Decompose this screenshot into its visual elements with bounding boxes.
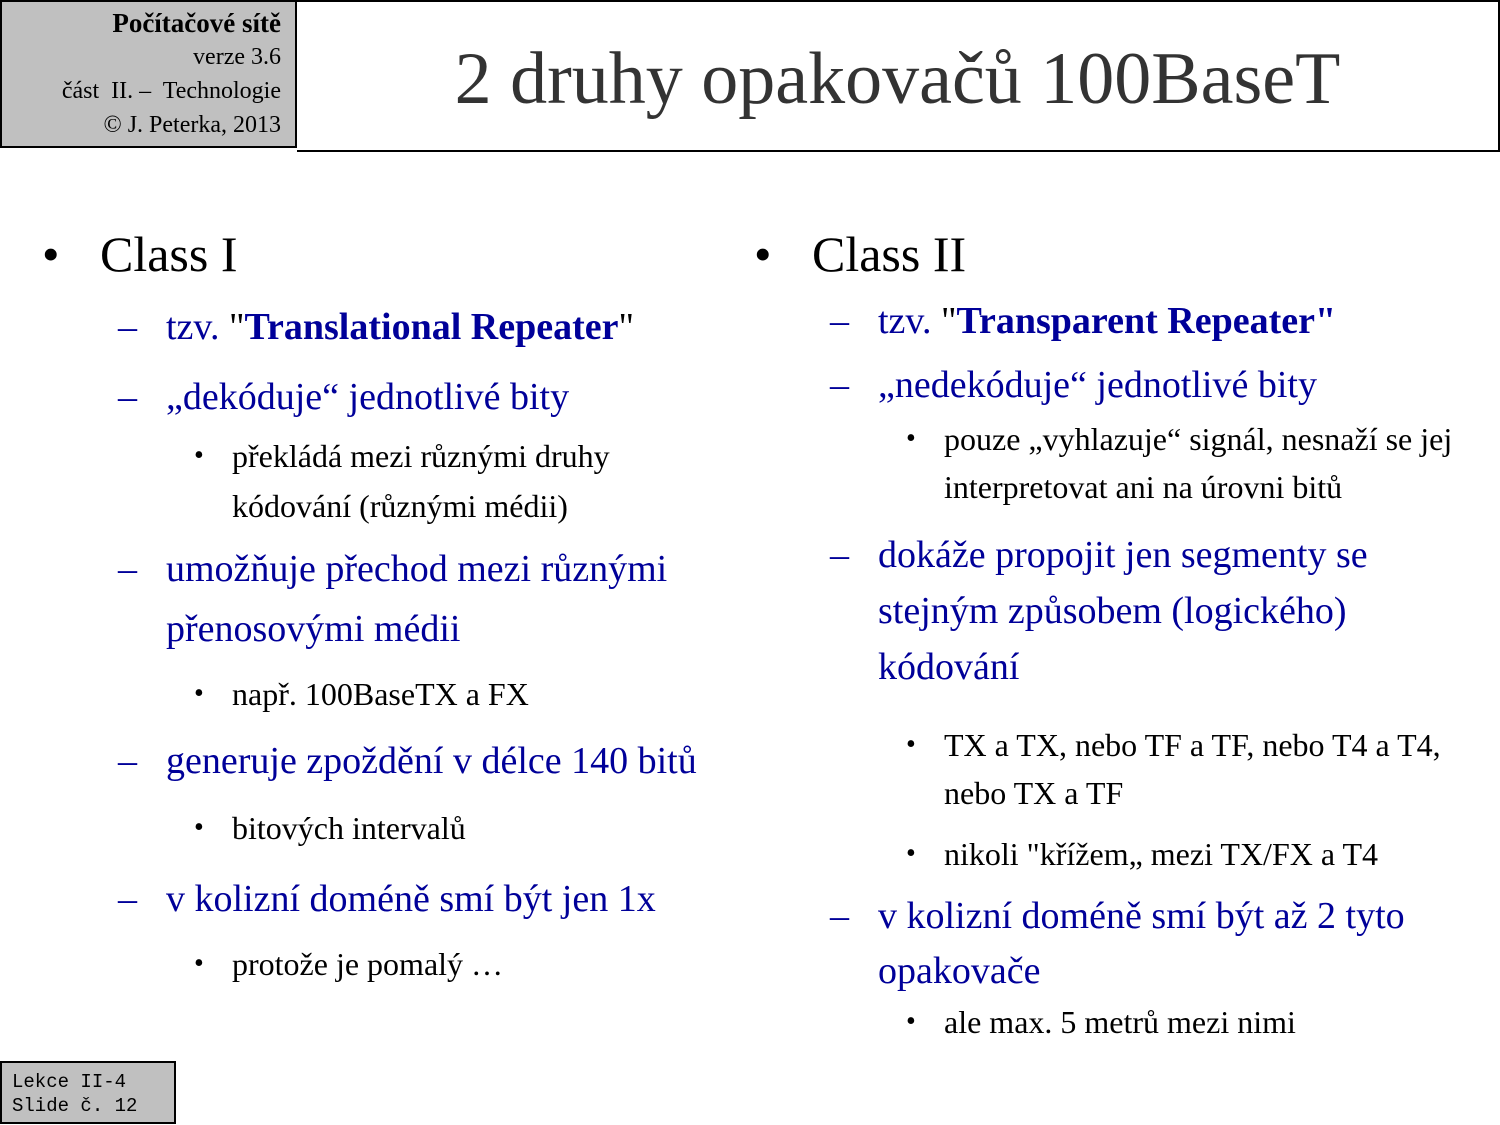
quote-open: "	[228, 306, 245, 348]
left-item-3-sub-1-text: např. 100BaseTX a FX	[232, 676, 529, 712]
right-column	[754, 225, 1489, 1045]
course-name: Počítačové sítě	[112, 8, 281, 38]
bullet-icon: •	[42, 226, 60, 282]
version-label: verze 3.6	[193, 44, 281, 70]
right-heading-item	[754, 225, 1489, 283]
bullet-icon: •	[754, 226, 772, 282]
dash-icon: –	[830, 300, 849, 342]
bullet-icon: •	[906, 423, 916, 454]
left-item-4	[42, 733, 757, 789]
right-item-2-sub-1	[754, 415, 1489, 511]
bullet-icon: •	[194, 948, 204, 979]
bullet-icon: •	[906, 838, 916, 869]
right-item-1-term: Transparent Repeater"	[956, 300, 1337, 342]
dash-icon: –	[118, 740, 137, 782]
right-item-4	[754, 889, 1489, 999]
dash-icon: –	[118, 548, 137, 590]
quote-open: "	[940, 300, 957, 342]
left-item-4-sub-1-text: bitových intervalů	[232, 810, 466, 846]
left-heading-item	[42, 225, 757, 283]
dash-icon: –	[118, 878, 137, 920]
right-item-3-sub-2	[754, 829, 1489, 879]
right-heading: Class II	[812, 226, 967, 282]
right-item-2-sub-1-text: pouze „vyhlazuje“ signál, nesnaží se jej interpretovat ani na úrovni bitů	[944, 421, 1453, 505]
right-item-2	[754, 357, 1489, 413]
left-item-3-sub-1	[42, 669, 757, 719]
right-item-3-sub-1-text: TX a TX, nebo TF a TF, nebo T4 a T4, nebo TX a TF	[944, 727, 1441, 811]
left-item-5-sub-1	[42, 939, 757, 989]
left-item-1-term: Translational Repeater	[244, 306, 619, 348]
left-item-3-text: umožňuje přechod mezi různými přenosovými médii	[166, 548, 668, 650]
left-item-2-sub-1	[42, 431, 702, 531]
dash-icon: –	[830, 534, 849, 576]
left-item-1-prefix: tzv.	[166, 306, 229, 348]
slide-footer-box	[0, 1061, 176, 1124]
right-item-4-text: v kolizní doméně smí být až 2 tyto opakovače	[878, 895, 1405, 992]
dash-icon: –	[118, 306, 137, 348]
dash-icon: –	[118, 376, 137, 418]
right-item-4-sub-1	[754, 999, 1489, 1045]
part-label: část II. – Technologie	[61, 78, 281, 104]
right-item-3	[754, 527, 1489, 695]
left-item-2-sub-1-text: překládá mezi různými druhy kódování (různými médii)	[232, 438, 610, 524]
left-item-4-text: generuje zpoždění v délce 140 bitů	[166, 740, 697, 782]
right-item-3-sub-1	[754, 721, 1489, 817]
copyright-label: © J. Peterka, 2013	[103, 112, 281, 138]
right-item-1	[754, 293, 1489, 349]
dash-icon: –	[830, 364, 849, 406]
slide-title: 2 druhy opakovačů 100BaseT	[454, 38, 1341, 120]
title-box	[297, 0, 1500, 152]
left-heading: Class I	[100, 226, 238, 282]
lesson-label: Lekce II-4	[12, 1071, 127, 1093]
right-item-1-prefix: tzv.	[878, 300, 941, 342]
left-item-4-sub-1	[42, 803, 757, 853]
left-item-5-sub-1-text: protože je pomalý …	[232, 946, 504, 982]
slide-number-label: Slide č. 12	[12, 1095, 138, 1117]
course-info-box	[0, 0, 297, 148]
left-column	[42, 225, 757, 989]
left-item-3	[42, 539, 752, 659]
bullet-icon: •	[194, 678, 204, 709]
right-item-2-text: „nedekóduje“ jednotlivé bity	[878, 364, 1317, 406]
left-item-5	[42, 871, 757, 927]
left-item-5-text: v kolizní doméně smí být jen 1x	[166, 878, 656, 920]
dash-icon: –	[830, 895, 849, 937]
quote-close: "	[618, 306, 634, 348]
left-item-2	[42, 369, 757, 425]
left-item-1	[42, 299, 757, 355]
bullet-icon: •	[194, 440, 204, 471]
right-item-3-text: dokáže propojit jen segmenty se stejným způsobem (logického) kódování	[878, 534, 1368, 688]
left-item-2-text: „dekóduje“ jednotlivé bity	[166, 376, 570, 418]
right-item-3-sub-2-text: nikoli "křížem„ mezi TX/FX a T4	[944, 836, 1379, 872]
bullet-icon: •	[194, 812, 204, 843]
bullet-icon: •	[906, 729, 916, 760]
right-item-4-sub-1-text: ale max. 5 metrů mezi nimi	[944, 1004, 1296, 1040]
bullet-icon: •	[906, 1006, 916, 1037]
